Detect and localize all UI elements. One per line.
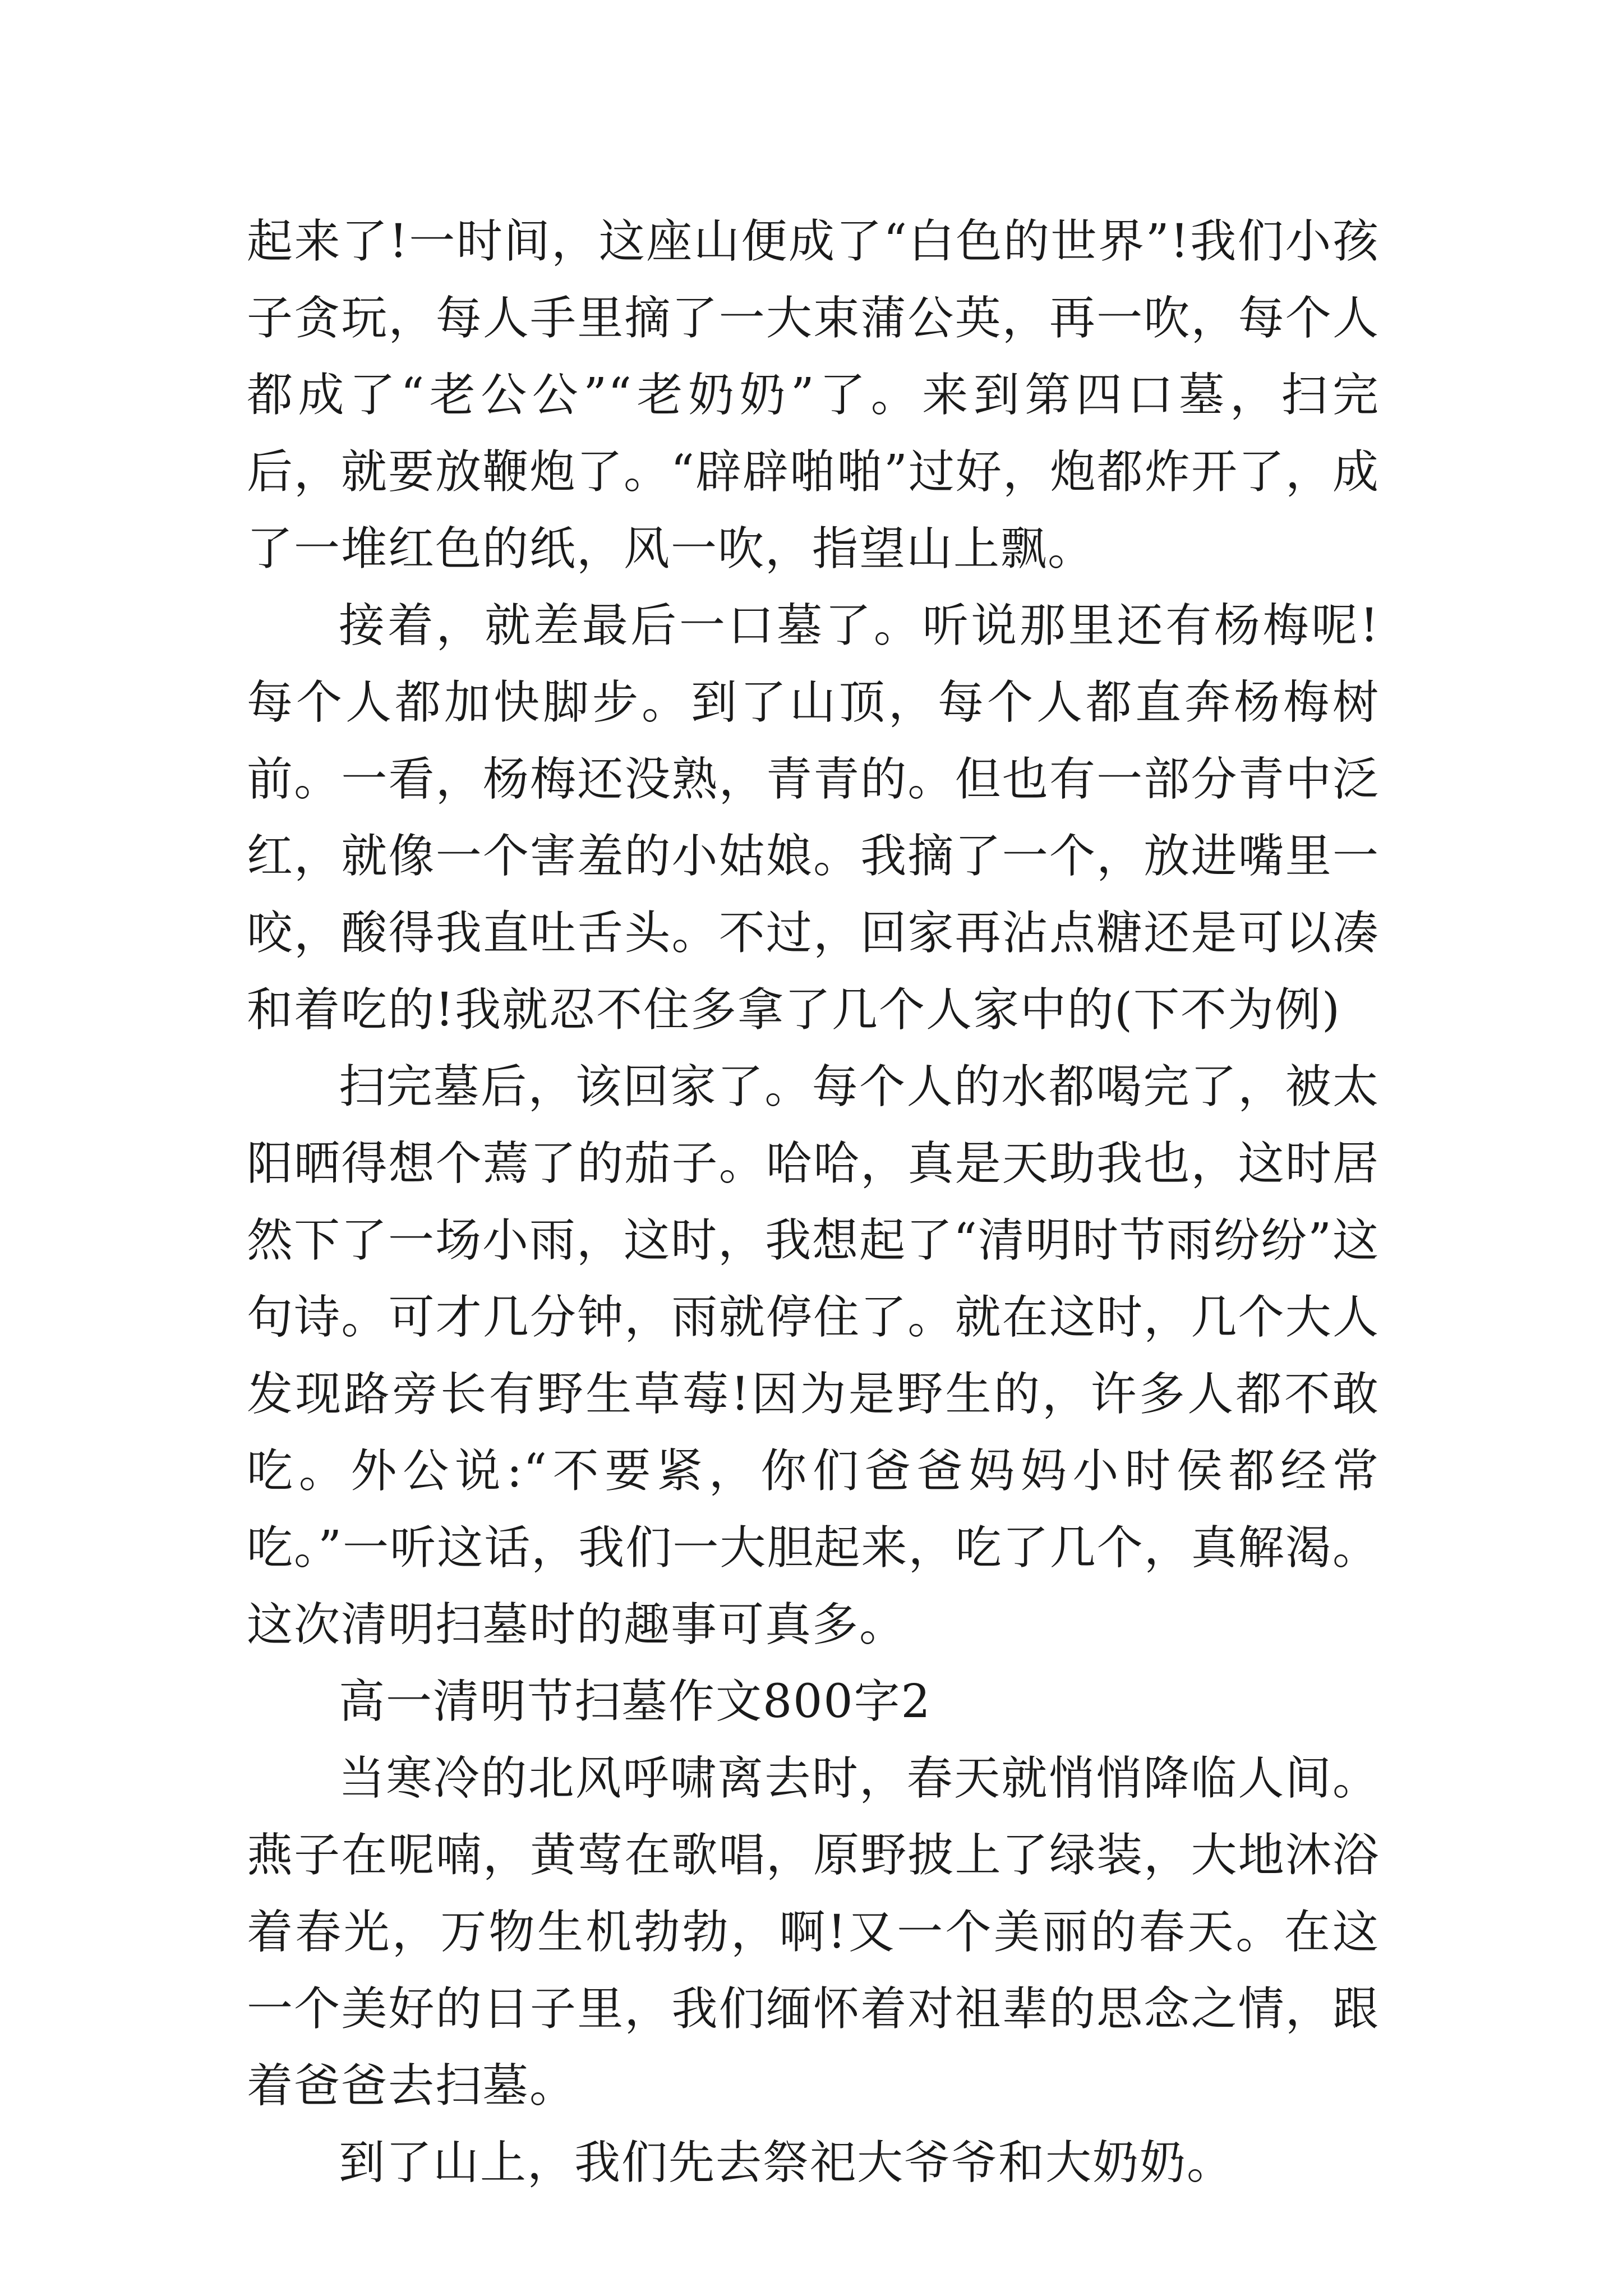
essay-body: [247, 203, 1380, 2201]
paragraph-continued: 起来了!一时间，这座山便成了“白色的世界”!我们小孩子贪玩，每人手里摘了一大束蒲公英，再一吹，每个人都成了“老公公”“老奶奶”了。来到第四口墓，扫完后，就要放鞭炮了。“辟辟啪啪”过好，炮都炸开了，成了一堆红色的纸，风一吹，指望山上飘。: [247, 215, 1380, 576]
essay-heading: 高一清明节扫墓作文800字2: [339, 1675, 932, 1728]
paragraph-spring: 当寒冷的北风呼啸离去时，春天就悄悄降临人间。燕子在呢喃，黄莺在歌唱，原野披上了绿装，大地沐浴着春光，万物生机勃勃，啊!又一个美丽的春天。在这一个美好的日子里，我们缅怀着对祖辈的思念之情，跟着爸爸去扫墓。: [247, 1752, 1380, 2113]
paragraph-yangmei: 接着，就差最后一口墓了。听说那里还有杨梅呢!每个人都加快脚步。到了山顶，每个人都直奔杨梅树前。一看，杨梅还没熟，青青的。但也有一部分青中泛红，就像一个害羞的小姑娘。我摘了一个，放进嘴里一咬，酸得我直吐舌头。不过，回家再沾点糖还是可以凑和着吃的!我就忍不住多拿了几个人家中的(下不为例): [247, 599, 1380, 1037]
paragraph-on-mountain: 到了山上，我们先去祭祀大爷爷和大奶奶。: [339, 2136, 1234, 2189]
paragraph-going-home: 扫完墓后，该回家了。每个人的水都喝完了，被太阳晒得想个蔫了的茄子。哈哈，真是天助我也，这时居然下了一场小雨，这时，我想起了“清明时节雨纷纷”这句诗。可才几分钟，雨就停住了。就在这时，几个大人发现路旁长有野生草莓!因为是野生的，许多人都不敢吃。外公说:“不要紧，你们爸爸妈妈小时侯都经常吃。”一听这话，我们一大胆起来，吃了几个，真解渴。这次清明扫墓时的趣事可真多。: [247, 1060, 1380, 1651]
